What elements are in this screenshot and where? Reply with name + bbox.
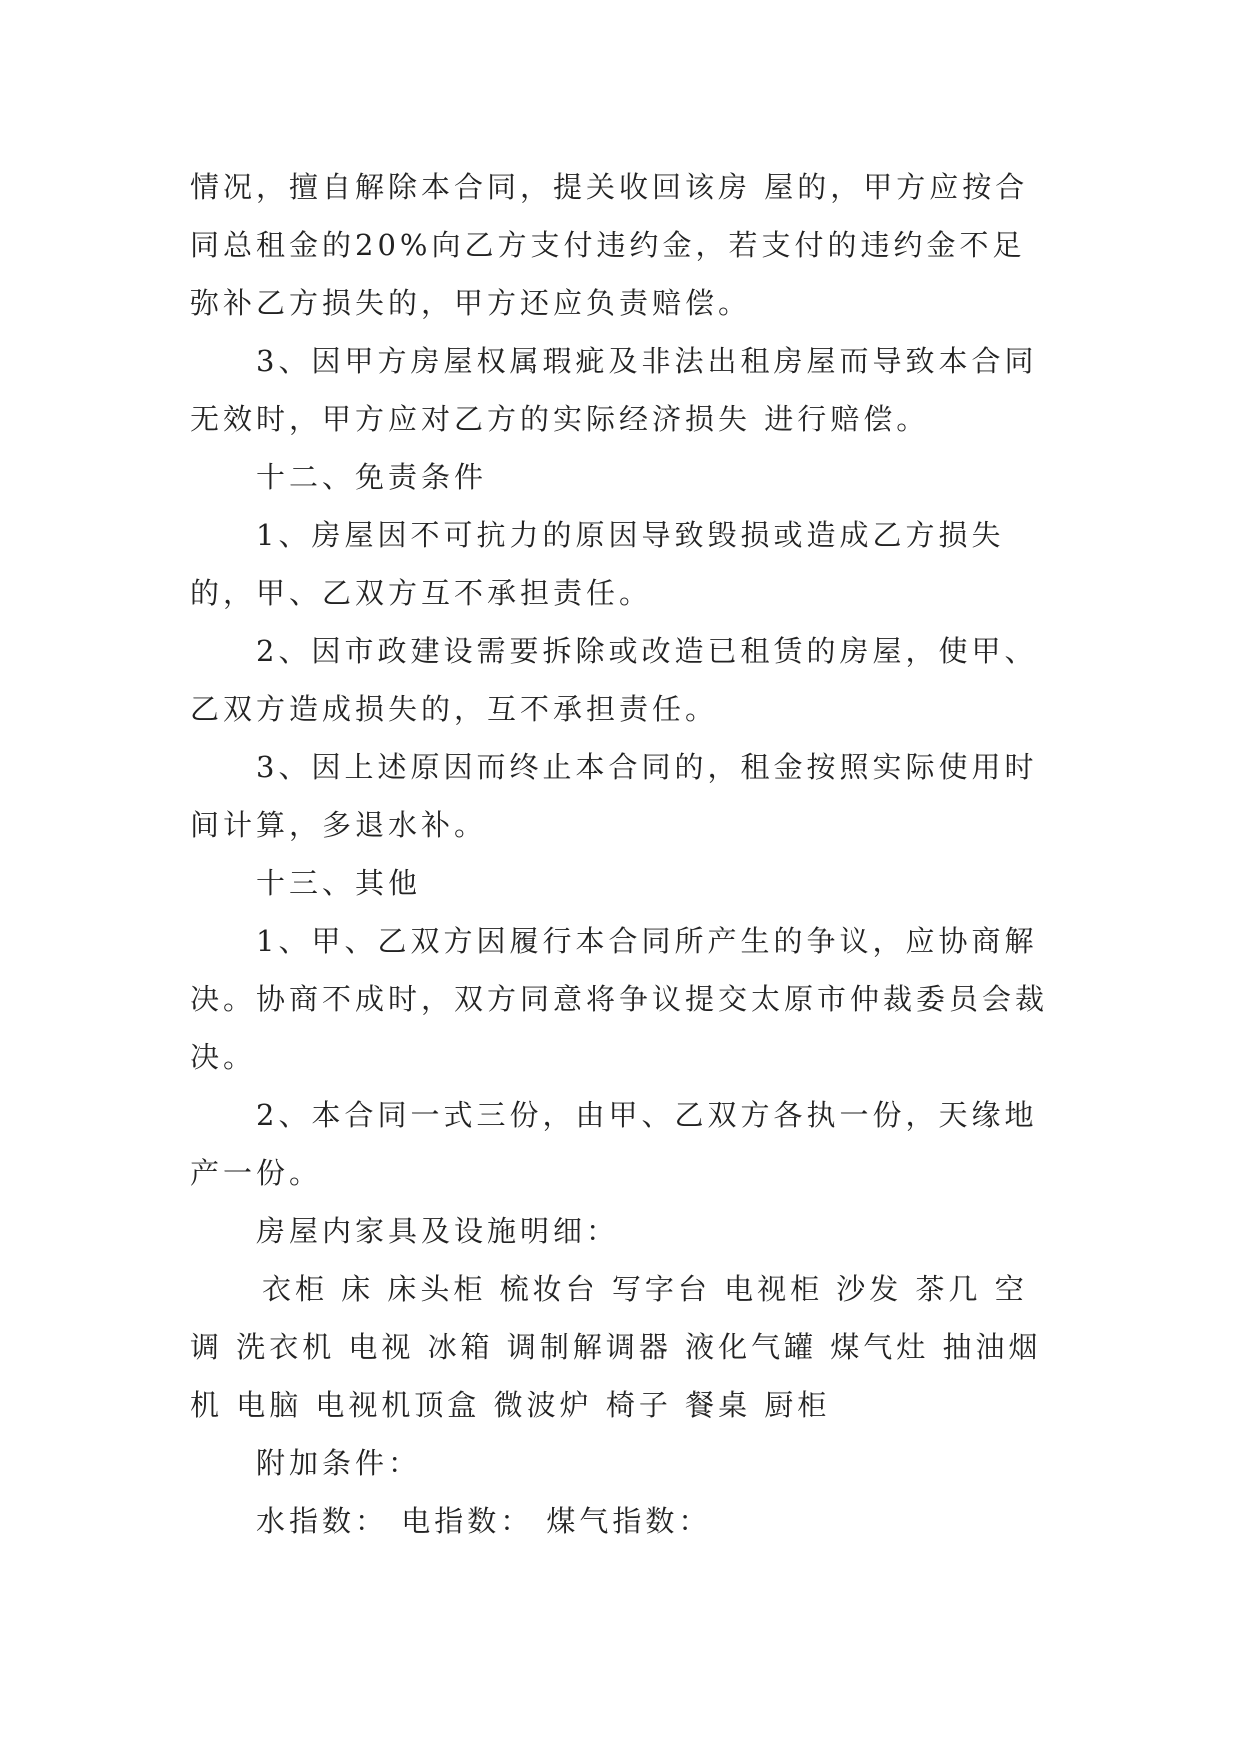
section-heading-exemption: 十二、免责条件 [256,460,488,494]
section-heading-other: 十三、其他 [256,866,422,900]
paragraph-force-majeure: 1、房屋因不可抗力的原因导致毁损或造成乙方损失的，甲、乙双方互不承担责任。 [190,518,1005,610]
paragraph-dispute-arbitration: 1、甲、乙双方因履行本合同所产生的争议，应协商解决。协商不成时，双方同意将争议提交太原市仲裁委员会裁决。 [190,924,1049,1074]
furniture-list: 衣柜 床 床头柜 梳妆台 写字台 电视柜 沙发 茶几 空调 洗衣机 电视 冰箱 调制解调器 液化气罐 煤气灶 抽油烟机 电脑 电视机顶盒 微波炉 椅子 餐桌 厨柜 [190,1272,1042,1422]
paragraph-invalid-contract: 3、因甲方房屋权属瑕疵及非法出租房屋而导致本合同无效时，甲方应对乙方的实际经济损失 进行赔偿。 [190,344,1038,436]
paragraph-rent-settlement: 3、因上述原因而终止本合同的，租金按照实际使用时间计算，多退水补。 [190,750,1038,842]
meter-readings: 水指数： 电指数： 煤气指数： [256,1504,712,1538]
additional-conditions-heading: 附加条件： [256,1446,422,1480]
furniture-list-heading: 房屋内家具及设施明细： [256,1214,620,1248]
paragraph-copies: 2、本合同一式三份，由甲、乙双方各执一份，天缘地产一份。 [190,1098,1038,1190]
paragraph-municipal-demolition: 2、因市政建设需要拆除或改造已租赁的房屋，使甲、乙双方造成损失的，互不承担责任。 [190,634,1038,726]
document-body [190,158,1050,1550]
paragraph-breach-penalty: 情况，擅自解除本合同，提关收回该房 屋的，甲方应按合同总租金的20%向乙方支付违约金，若支付的违约金不足弥补乙方损失的，甲方还应负责赔偿。 [190,170,1029,320]
